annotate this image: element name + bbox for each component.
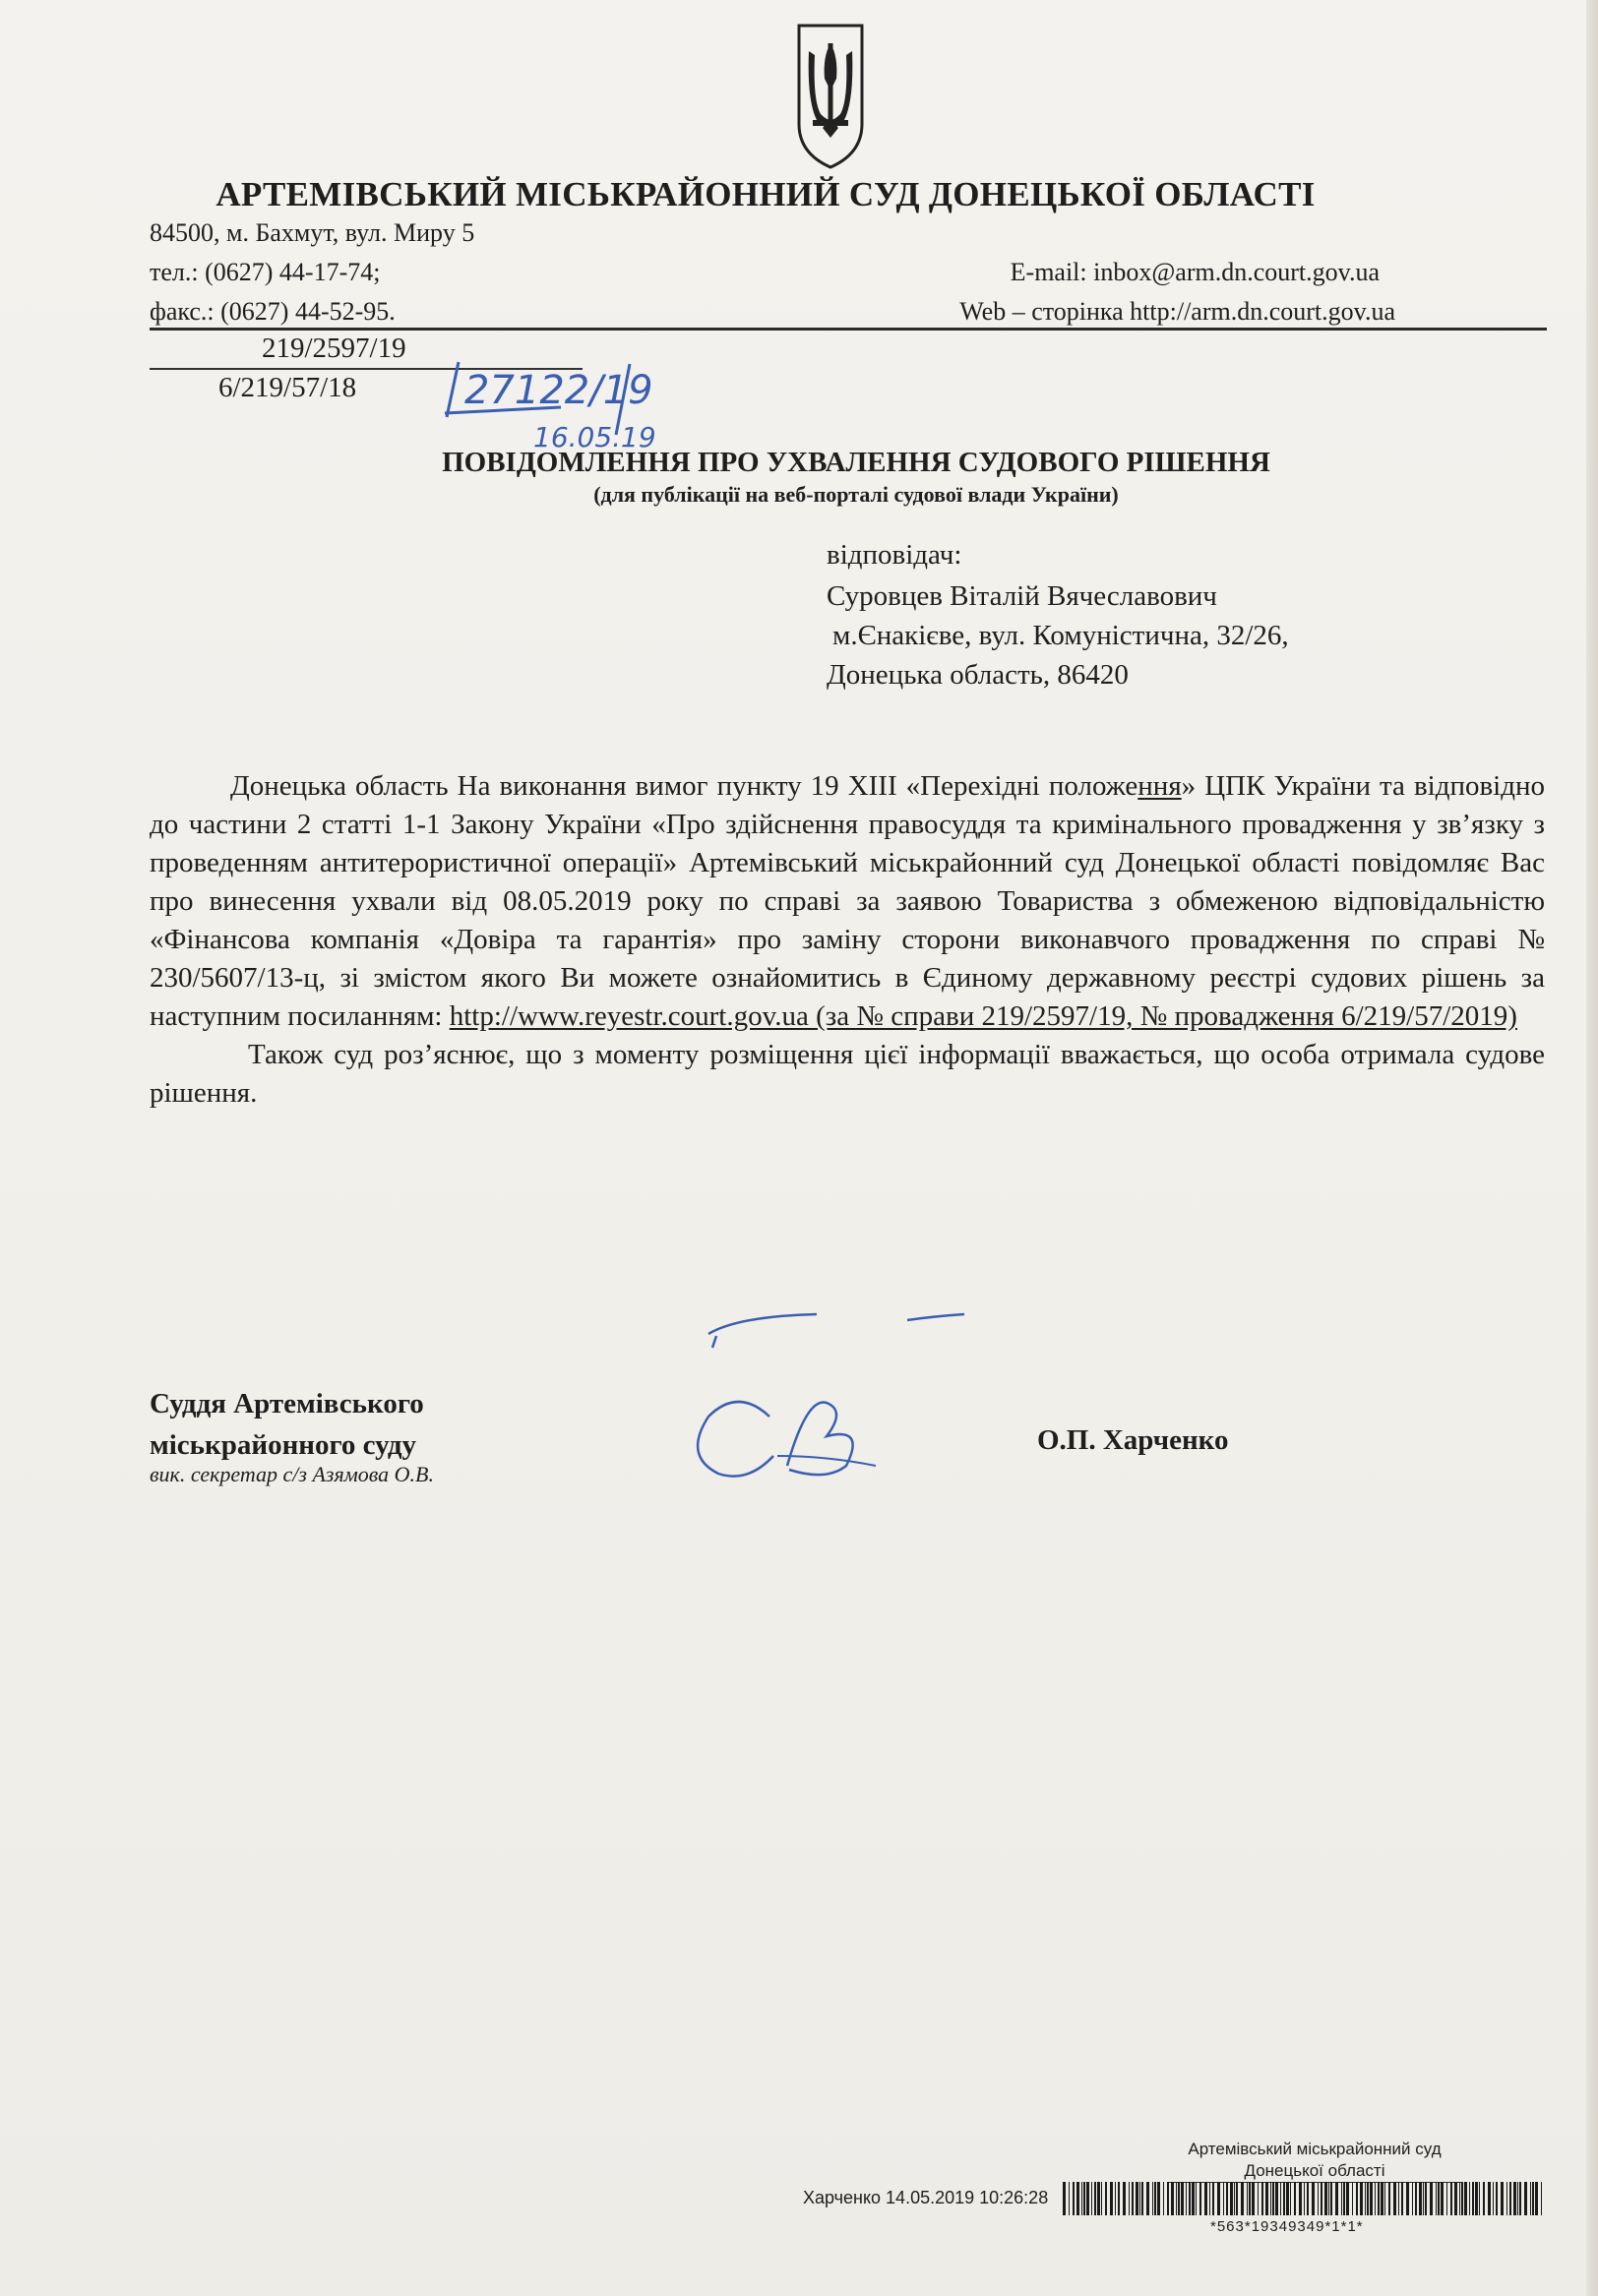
proceeding-number: 6/219/57/18 — [218, 372, 357, 403]
executor-note: вик. секретар с/з Азямова О.В. — [150, 1462, 434, 1486]
stamp-signed-by: Харченко 14.05.2019 10:26:28 — [803, 2188, 1049, 2207]
notice-body — [150, 767, 1545, 1113]
court-website: Web – сторінка http://arm.dn.court.gov.ua — [959, 297, 1395, 326]
judge-name: О.П. Харченко — [1037, 1424, 1229, 1456]
judge-title-line-1: Суддя Артемівського — [150, 1388, 424, 1420]
notice-subtitle: (для публікації на веб-порталі судової влади України) — [593, 482, 1119, 507]
notice-title: ПОВІДОМЛЕННЯ ПРО УХВАЛЕННЯ СУДОВОГО РІШЕННЯ — [442, 447, 1270, 478]
case-number: 219/2597/19 — [262, 332, 406, 364]
recipient-name: Суровцев Віталій Вячеславович — [827, 580, 1217, 612]
stamp-court-line-1: Артемівський міськрайонний суд — [1188, 2140, 1442, 2158]
recipient-role: відповідач: — [827, 539, 962, 571]
court-phone: тел.: (0627) 44-17-74; — [150, 258, 381, 286]
body-paragraph-2: Також суд роз’яснює, що з моменту розміщення цієї інформації вважається, що особа отримала судове рішення. — [150, 1039, 1545, 1109]
stamp-court-name — [1167, 2139, 1462, 2183]
barcode-caption: *563*19349349*1*1* — [1210, 2218, 1364, 2235]
page-edge-shadow — [1586, 0, 1598, 2296]
body-text-part: » ЦПК України та відповідно до частини 2 статті 1-1 Закону України «Про здійснення правосуддя та кримінального провадження у зв’язку з проведенням антитерористичної операції» Артемівський міськрайонний суд Донецької області повідомляє Вас про винесення ухвали від 08.05.2019 року по справі за заявою Товариства з обмеженою відповідальністю «Фінансова компанія «Довіра та гарантія» про заміну сторони виконавчого провадження по справі № 230/5607/13-ц, зі змістом якого Ви можете ознайомитись в Єдиному державному реєстрі судових рішень за наступним посиланням: — [150, 770, 1546, 1032]
header-divider — [150, 328, 1547, 331]
trident-coat-of-arms-icon — [793, 22, 868, 171]
handwritten-incoming-number: 27122/19 — [464, 368, 653, 413]
handwritten-registration-note — [423, 356, 689, 459]
recipient-region: Донецька область, 86420 — [827, 659, 1129, 691]
judge-title — [150, 1383, 424, 1466]
body-paragraph-1 — [150, 767, 1545, 1036]
registry-link[interactable]: http://www.reyestr.court.gov.ua (за № справи 219/2597/19, № провадження 6/219/57/2019) — [449, 1000, 1517, 1032]
stamp-court-line-2: Донецької області — [1167, 2160, 1462, 2183]
court-address: 84500, м. Бахмут, вул. Миру 5 — [150, 218, 475, 247]
handwritten-date: 16.05.19 — [533, 421, 656, 453]
court-fax: факс.: (0627) 44-52-95. — [150, 297, 396, 326]
body-text-underlined: ння — [1137, 770, 1182, 802]
court-email: E-mail: inbox@arm.dn.court.gov.ua — [1010, 258, 1380, 286]
body-text-part: Донецька область На виконання вимог пункту 19 XIII «Перехідні положе — [230, 770, 1138, 802]
document-barcode — [1063, 2182, 1551, 2215]
recipient-street: м.Єнакієве, вул. Комуністична, 32/26, — [832, 620, 1289, 651]
court-name: АРТЕМІВСЬКИЙ МІСЬКРАЙОННИЙ СУД ДОНЕЦЬКОЇ ОБЛАСТІ — [215, 175, 1316, 213]
handwritten-signature — [679, 1308, 1004, 1485]
judge-title-line-2: міськрайонного суду — [150, 1429, 417, 1461]
